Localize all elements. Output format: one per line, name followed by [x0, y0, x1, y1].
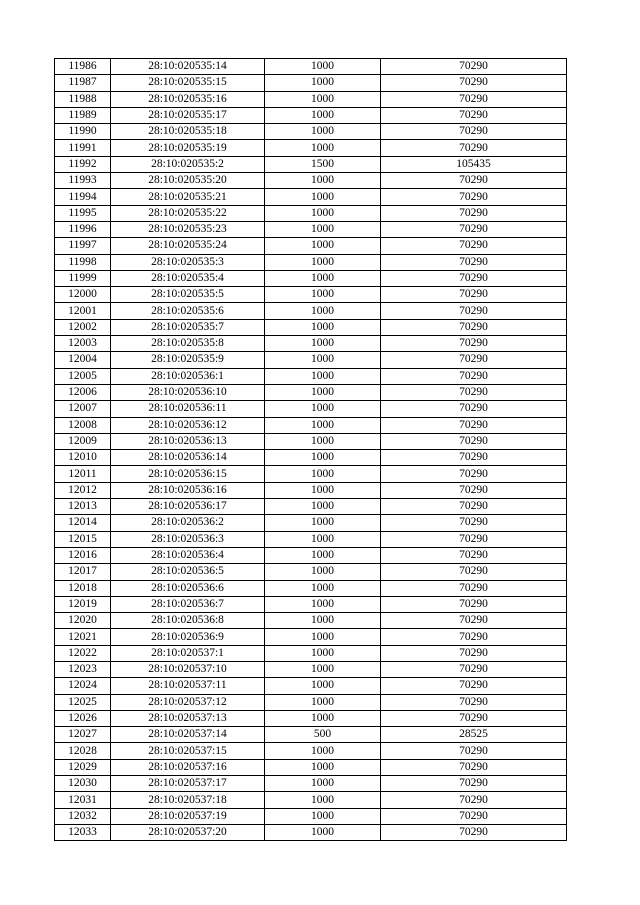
area-cell: 1000 — [265, 124, 381, 140]
area-cell: 1000 — [265, 661, 381, 677]
row-number-cell: 12023 — [55, 661, 111, 677]
row-number-cell: 12006 — [55, 384, 111, 400]
row-number-cell: 11990 — [55, 124, 111, 140]
row-number-cell: 12019 — [55, 596, 111, 612]
table-row — [55, 238, 567, 254]
value-cell: 70290 — [381, 580, 567, 596]
value-cell: 70290 — [381, 270, 567, 286]
value-cell: 70290 — [381, 59, 567, 75]
row-number-cell: 12009 — [55, 433, 111, 449]
cadastral-number-cell: 28:10:020535:19 — [111, 140, 265, 156]
row-number-cell: 11993 — [55, 173, 111, 189]
row-number-cell: 12031 — [55, 792, 111, 808]
cadastral-number-cell: 28:10:020535:4 — [111, 270, 265, 286]
row-number-cell: 11996 — [55, 221, 111, 237]
row-number-cell: 12015 — [55, 531, 111, 547]
row-number-cell: 11997 — [55, 238, 111, 254]
table-row — [55, 580, 567, 596]
table-row — [55, 466, 567, 482]
cadastral-number-cell: 28:10:020537:13 — [111, 710, 265, 726]
area-cell: 1000 — [265, 75, 381, 91]
value-cell: 105435 — [381, 156, 567, 172]
table-row — [55, 75, 567, 91]
cadastral-number-cell: 28:10:020535:2 — [111, 156, 265, 172]
row-number-cell: 12032 — [55, 808, 111, 824]
value-cell: 70290 — [381, 401, 567, 417]
row-number-cell: 12017 — [55, 564, 111, 580]
cadastral-number-cell: 28:10:020536:16 — [111, 482, 265, 498]
value-cell: 70290 — [381, 564, 567, 580]
cadastral-number-cell: 28:10:020537:10 — [111, 661, 265, 677]
table-row — [55, 368, 567, 384]
area-cell: 1000 — [265, 743, 381, 759]
table-row — [55, 303, 567, 319]
table-row — [55, 254, 567, 270]
area-cell: 1000 — [265, 319, 381, 335]
row-number-cell: 12003 — [55, 336, 111, 352]
table-row — [55, 694, 567, 710]
value-cell: 70290 — [381, 75, 567, 91]
row-number-cell: 12020 — [55, 613, 111, 629]
value-cell: 70290 — [381, 710, 567, 726]
cadastral-number-cell: 28:10:020536:9 — [111, 629, 265, 645]
area-cell: 1000 — [265, 482, 381, 498]
value-cell: 70290 — [381, 254, 567, 270]
value-cell: 70290 — [381, 792, 567, 808]
value-cell: 70290 — [381, 140, 567, 156]
area-cell: 1000 — [265, 254, 381, 270]
row-number-cell: 12002 — [55, 319, 111, 335]
row-number-cell: 12029 — [55, 759, 111, 775]
table-row — [55, 531, 567, 547]
row-number-cell: 11999 — [55, 270, 111, 286]
cadastral-number-cell: 28:10:020535:5 — [111, 287, 265, 303]
table-row — [55, 433, 567, 449]
table-row — [55, 319, 567, 335]
table-row — [55, 205, 567, 221]
cadastral-number-cell: 28:10:020537:19 — [111, 808, 265, 824]
cadastral-number-cell: 28:10:020537:11 — [111, 678, 265, 694]
area-cell: 1000 — [265, 678, 381, 694]
cadastral-number-cell: 28:10:020536:2 — [111, 515, 265, 531]
area-cell: 1000 — [265, 629, 381, 645]
table-row — [55, 645, 567, 661]
area-cell: 1000 — [265, 466, 381, 482]
area-cell: 1000 — [265, 238, 381, 254]
area-cell: 1000 — [265, 417, 381, 433]
value-cell: 70290 — [381, 221, 567, 237]
area-cell: 1000 — [265, 792, 381, 808]
value-cell: 70290 — [381, 515, 567, 531]
area-cell: 1000 — [265, 91, 381, 107]
area-cell: 500 — [265, 727, 381, 743]
table-row — [55, 629, 567, 645]
value-cell: 70290 — [381, 319, 567, 335]
cadastral-number-cell: 28:10:020535:21 — [111, 189, 265, 205]
cadastral-number-cell: 28:10:020536:10 — [111, 384, 265, 400]
area-cell: 1000 — [265, 401, 381, 417]
cadastral-number-cell: 28:10:020536:8 — [111, 613, 265, 629]
area-cell: 1000 — [265, 107, 381, 123]
value-cell: 70290 — [381, 287, 567, 303]
table-row — [55, 91, 567, 107]
cadastral-number-cell: 28:10:020535:23 — [111, 221, 265, 237]
cadastral-number-cell: 28:10:020537:18 — [111, 792, 265, 808]
area-cell: 1000 — [265, 450, 381, 466]
value-cell: 70290 — [381, 450, 567, 466]
area-cell: 1000 — [265, 824, 381, 840]
area-cell: 1000 — [265, 173, 381, 189]
table-row — [55, 678, 567, 694]
area-cell: 1000 — [265, 645, 381, 661]
table-row — [55, 107, 567, 123]
row-number-cell: 12014 — [55, 515, 111, 531]
row-number-cell: 11987 — [55, 75, 111, 91]
area-cell: 1000 — [265, 596, 381, 612]
row-number-cell: 12000 — [55, 287, 111, 303]
cadastral-number-cell: 28:10:020535:15 — [111, 75, 265, 91]
area-cell: 1000 — [265, 547, 381, 563]
value-cell: 70290 — [381, 384, 567, 400]
area-cell: 1000 — [265, 515, 381, 531]
value-cell: 70290 — [381, 466, 567, 482]
table-body — [55, 59, 567, 841]
area-cell: 1000 — [265, 59, 381, 75]
cadastral-number-cell: 28:10:020536:13 — [111, 433, 265, 449]
table-row — [55, 808, 567, 824]
table-row — [55, 124, 567, 140]
cadastral-number-cell: 28:10:020537:20 — [111, 824, 265, 840]
table-row — [55, 792, 567, 808]
row-number-cell: 12024 — [55, 678, 111, 694]
area-cell: 1000 — [265, 189, 381, 205]
value-cell: 70290 — [381, 824, 567, 840]
area-cell: 1000 — [265, 140, 381, 156]
row-number-cell: 12001 — [55, 303, 111, 319]
value-cell: 70290 — [381, 352, 567, 368]
row-number-cell: 12011 — [55, 466, 111, 482]
area-cell: 1000 — [265, 205, 381, 221]
table-row — [55, 59, 567, 75]
table-row — [55, 547, 567, 563]
area-cell: 1000 — [265, 303, 381, 319]
cadastral-number-cell: 28:10:020536:4 — [111, 547, 265, 563]
area-cell: 1000 — [265, 580, 381, 596]
value-cell: 70290 — [381, 173, 567, 189]
value-cell: 70290 — [381, 613, 567, 629]
area-cell: 1000 — [265, 759, 381, 775]
table-row — [55, 743, 567, 759]
area-cell: 1000 — [265, 776, 381, 792]
table-row — [55, 727, 567, 743]
row-number-cell: 12026 — [55, 710, 111, 726]
cadastral-number-cell: 28:10:020536:5 — [111, 564, 265, 580]
table-row — [55, 710, 567, 726]
area-cell: 1000 — [265, 710, 381, 726]
row-number-cell: 11995 — [55, 205, 111, 221]
table-row — [55, 613, 567, 629]
value-cell: 70290 — [381, 482, 567, 498]
table-row — [55, 661, 567, 677]
area-cell: 1000 — [265, 287, 381, 303]
area-cell: 1000 — [265, 352, 381, 368]
cadastral-number-cell: 28:10:020536:12 — [111, 417, 265, 433]
cadastral-number-cell: 28:10:020535:20 — [111, 173, 265, 189]
value-cell: 70290 — [381, 107, 567, 123]
cadastral-number-cell: 28:10:020536:1 — [111, 368, 265, 384]
cadastral-number-cell: 28:10:020535:14 — [111, 59, 265, 75]
table-row — [55, 564, 567, 580]
value-cell: 70290 — [381, 547, 567, 563]
row-number-cell: 12022 — [55, 645, 111, 661]
cadastral-number-cell: 28:10:020536:3 — [111, 531, 265, 547]
table-row — [55, 336, 567, 352]
cadastral-number-cell: 28:10:020537:14 — [111, 727, 265, 743]
cadastral-number-cell: 28:10:020536:14 — [111, 450, 265, 466]
value-cell: 70290 — [381, 808, 567, 824]
value-cell: 70290 — [381, 645, 567, 661]
cadastral-number-cell: 28:10:020535:6 — [111, 303, 265, 319]
table-row — [55, 352, 567, 368]
value-cell: 70290 — [381, 531, 567, 547]
value-cell: 28525 — [381, 727, 567, 743]
row-number-cell: 11998 — [55, 254, 111, 270]
table-row — [55, 776, 567, 792]
value-cell: 70290 — [381, 678, 567, 694]
cadastral-number-cell: 28:10:020535:7 — [111, 319, 265, 335]
row-number-cell: 12016 — [55, 547, 111, 563]
table-row — [55, 417, 567, 433]
table-row — [55, 824, 567, 840]
table-row — [55, 189, 567, 205]
value-cell: 70290 — [381, 124, 567, 140]
value-cell: 70290 — [381, 336, 567, 352]
cadastral-number-cell: 28:10:020535:3 — [111, 254, 265, 270]
value-cell: 70290 — [381, 694, 567, 710]
row-number-cell: 11992 — [55, 156, 111, 172]
area-cell: 1000 — [265, 336, 381, 352]
area-cell: 1000 — [265, 221, 381, 237]
area-cell: 1000 — [265, 564, 381, 580]
cadastral-number-cell: 28:10:020537:15 — [111, 743, 265, 759]
value-cell: 70290 — [381, 91, 567, 107]
table-row — [55, 173, 567, 189]
area-cell: 1000 — [265, 531, 381, 547]
table-row — [55, 759, 567, 775]
row-number-cell: 12025 — [55, 694, 111, 710]
cadastral-number-cell: 28:10:020535:22 — [111, 205, 265, 221]
table-row — [55, 221, 567, 237]
cadastral-number-cell: 28:10:020535:16 — [111, 91, 265, 107]
table-row — [55, 270, 567, 286]
row-number-cell: 12004 — [55, 352, 111, 368]
cadastral-number-cell: 28:10:020536:7 — [111, 596, 265, 612]
area-cell: 1000 — [265, 368, 381, 384]
row-number-cell: 12030 — [55, 776, 111, 792]
row-number-cell: 12018 — [55, 580, 111, 596]
value-cell: 70290 — [381, 417, 567, 433]
value-cell: 70290 — [381, 433, 567, 449]
table-row — [55, 515, 567, 531]
table-row — [55, 401, 567, 417]
area-cell: 1500 — [265, 156, 381, 172]
table-row — [55, 384, 567, 400]
table-row — [55, 450, 567, 466]
row-number-cell: 11994 — [55, 189, 111, 205]
table-row — [55, 482, 567, 498]
value-cell: 70290 — [381, 238, 567, 254]
row-number-cell: 12013 — [55, 499, 111, 515]
cadastral-number-cell: 28:10:020536:15 — [111, 466, 265, 482]
area-cell: 1000 — [265, 384, 381, 400]
table-row — [55, 499, 567, 515]
table-row — [55, 596, 567, 612]
cadastral-number-cell: 28:10:020535:9 — [111, 352, 265, 368]
cadastral-number-cell: 28:10:020535:17 — [111, 107, 265, 123]
value-cell: 70290 — [381, 776, 567, 792]
row-number-cell: 12021 — [55, 629, 111, 645]
area-cell: 1000 — [265, 270, 381, 286]
row-number-cell: 12005 — [55, 368, 111, 384]
row-number-cell: 12012 — [55, 482, 111, 498]
area-cell: 1000 — [265, 808, 381, 824]
row-number-cell: 12027 — [55, 727, 111, 743]
cadastral-number-cell: 28:10:020536:17 — [111, 499, 265, 515]
table-row — [55, 156, 567, 172]
value-cell: 70290 — [381, 743, 567, 759]
area-cell: 1000 — [265, 694, 381, 710]
row-number-cell: 11986 — [55, 59, 111, 75]
value-cell: 70290 — [381, 629, 567, 645]
value-cell: 70290 — [381, 499, 567, 515]
row-number-cell: 11991 — [55, 140, 111, 156]
land-plot-table — [54, 58, 567, 841]
area-cell: 1000 — [265, 499, 381, 515]
row-number-cell: 12028 — [55, 743, 111, 759]
cadastral-number-cell: 28:10:020535:24 — [111, 238, 265, 254]
cadastral-number-cell: 28:10:020535:8 — [111, 336, 265, 352]
value-cell: 70290 — [381, 189, 567, 205]
area-cell: 1000 — [265, 613, 381, 629]
value-cell: 70290 — [381, 759, 567, 775]
cadastral-number-cell: 28:10:020536:11 — [111, 401, 265, 417]
row-number-cell: 11988 — [55, 91, 111, 107]
row-number-cell: 11989 — [55, 107, 111, 123]
cadastral-number-cell: 28:10:020537:12 — [111, 694, 265, 710]
value-cell: 70290 — [381, 303, 567, 319]
value-cell: 70290 — [381, 596, 567, 612]
area-cell: 1000 — [265, 433, 381, 449]
row-number-cell: 12008 — [55, 417, 111, 433]
value-cell: 70290 — [381, 205, 567, 221]
table-row — [55, 140, 567, 156]
value-cell: 70290 — [381, 661, 567, 677]
cadastral-number-cell: 28:10:020537:17 — [111, 776, 265, 792]
cadastral-number-cell: 28:10:020536:6 — [111, 580, 265, 596]
value-cell: 70290 — [381, 368, 567, 384]
row-number-cell: 12010 — [55, 450, 111, 466]
row-number-cell: 12007 — [55, 401, 111, 417]
table-row — [55, 287, 567, 303]
cadastral-number-cell: 28:10:020537:16 — [111, 759, 265, 775]
row-number-cell: 12033 — [55, 824, 111, 840]
cadastral-number-cell: 28:10:020535:18 — [111, 124, 265, 140]
cadastral-number-cell: 28:10:020537:1 — [111, 645, 265, 661]
